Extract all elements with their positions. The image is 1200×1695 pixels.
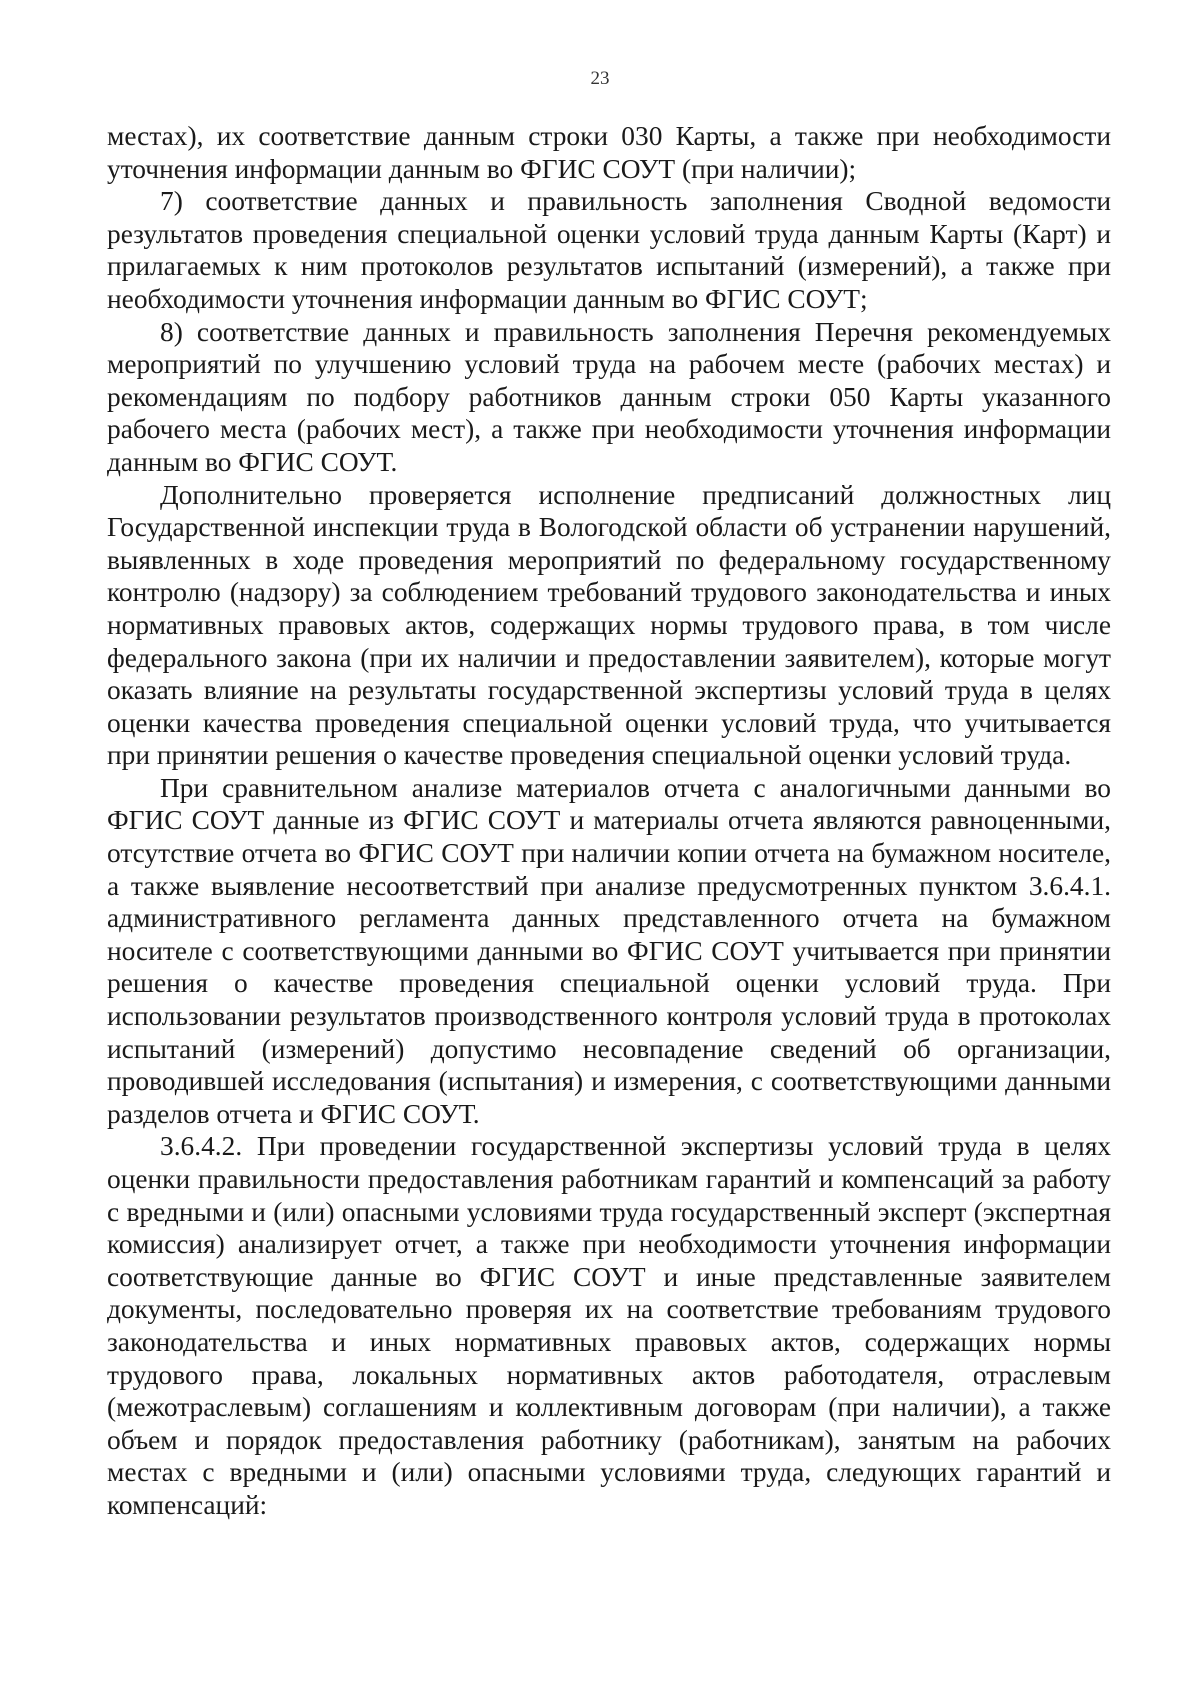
paragraph-item-7: 7) соответствие данных и правильность заполнения Сводной ведомости результатов проведения специальной оценки условий труда данным Карты (Карт) и прилагаемых к ним протоколов результатов испытаний (измерений), а также при необходимости уточнения информации данным во ФГИС СОУТ; [107, 186, 1111, 314]
paragraph-comparative-analysis: При сравнительном анализе материалов отчета с аналогичными данными во ФГИС СОУТ данные из ФГИС СОУТ и материалы отчета являются равноценными, отсутствие отчета во ФГИС СОУТ при наличии копии отчета на бумажном носителе, а также выявление несоответствий при анализе предусмотренных пунктом 3.6.4.1. административного регламента данных представленного отчета на бумажном носителе с соответствующими данными во ФГИС СОУТ учитывается при принятии решения о качестве проведения специальной оценки условий труда. При использовании результатов производственного контроля условий труда в протоколах испытаний (измерений) допустимо несовпадение сведений об организации, проводившей исследования (испытания) и измерения, с соответствующими данными разделов отчета и ФГИС СОУТ. [107, 772, 1111, 1129]
document-body [107, 120, 1111, 1522]
paragraph-3-6-4-2: 3.6.4.2. При проведении государственной экспертизы условий труда в целях оценки правильности предоставления работникам гарантий и компенсаций за работу с вредными и (или) опасными условиями труда государственный эксперт (экспертная комиссия) анализирует отчет, а также при необходимости уточнения информации соответствующие данные во ФГИС СОУТ и иные представленные заявителем документы, последовательно проверяя их на соответствие требованиям трудового законодательства и иных нормативных правовых актов, содержащих нормы трудового права, локальных нормативных актов работодателя, отраслевым (межотраслевым) соглашениям и коллективным договорам (при наличии), а также объем и порядок предоставления работнику (работникам), занятым на рабочих местах с вредными и (или) опасными условиями труда, следующих гарантий и компенсаций: [107, 1131, 1111, 1520]
paragraph-item-8: 8) соответствие данных и правильность заполнения Перечня рекомендуемых мероприятий по улучшению условий труда на рабочем месте (рабочих местах) и рекомендациям по подбору работников данным строки 050 Карты указанного рабочего места (рабочих мест), а также при необходимости уточнения информации данным во ФГИС СОУТ. [107, 316, 1111, 477]
page-number: 23 [590, 68, 610, 89]
paragraph-continuation: местах), их соответствие данным строки 030 Карты, а также при необходимости уточнения информации данным во ФГИС СОУТ (при наличии); [107, 121, 1111, 184]
paragraph-additional-check: Дополнительно проверяется исполнение предписаний должностных лиц Государственной инспекции труда в Вологодской области об устранении нарушений, выявленных в ходе проведения мероприятий по федеральному государственному контролю (надзору) за соблюдением требований трудового законодательства и иных нормативных правовых актов, содержащих нормы трудового права, в том числе федерального закона (при их наличии и предоставлении заявителем), которые могут оказать влияние на результаты государственной экспертизы условий труда в целях оценки качества проведения специальной оценки условий труда, что учитывается при принятии решения о качестве проведения специальной оценки условий труда. [107, 479, 1111, 771]
